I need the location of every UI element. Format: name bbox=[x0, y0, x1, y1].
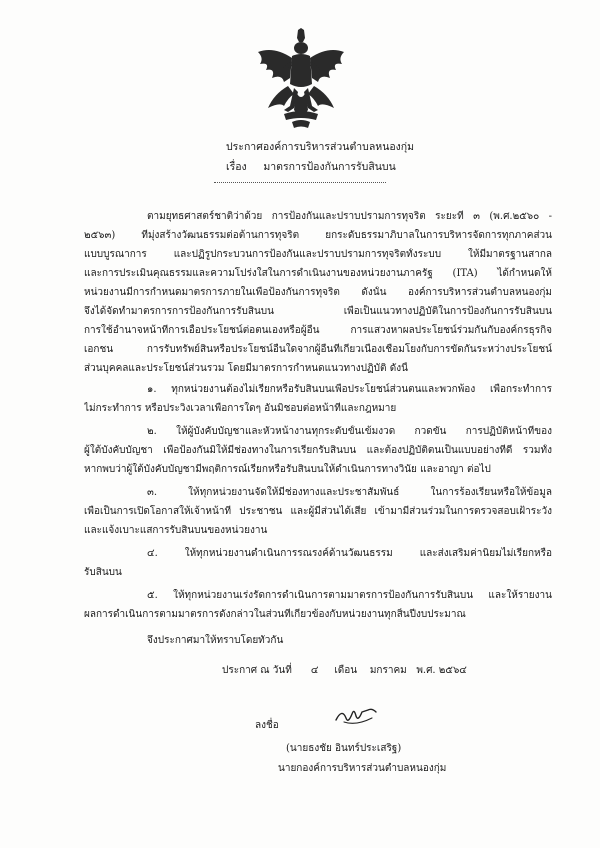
measure-item-2: ๒. ให้ผู้บังคับบัญชาและหัวหน้างานทุกระดับขั้นเข้มงวด กวดขัน การปฏิบัติหน้าที่ของ bbox=[147, 426, 552, 437]
measure-item-1: ไม่กระทำการ หรือประวิงเวลาเพื่อการใดๆ อันมิชอบต่อหน้าที่และกฎหมาย bbox=[84, 403, 397, 414]
measure-item-2: หากพบว่าผู้ใต้บังคับบัญชามีพฤติการณ์เรียกหรือรับสินบนให้ดำเนินการทางวินัย และอาญา ต่อไป bbox=[84, 464, 491, 475]
measure-item-3: เพื่อเป็นการเปิดโอกาสให้เจ้าหน้าที่ ประชาชน และผู้มีส่วนได้เสีย เข้ามามีส่วนร่วมในการตรวจสอบเฝ้าระวัง bbox=[84, 506, 552, 517]
handwritten-signature bbox=[334, 700, 378, 730]
date-month-label: เดือน bbox=[334, 665, 358, 676]
intro-line: ส่วนบุคคลและประโยชน์ส่วนรวม โดยมีมาตรการกำหนดแนวทางปฏิบัติ ดังนี้ bbox=[84, 363, 408, 374]
announcement-date bbox=[222, 664, 467, 678]
signatory-position: นายกองค์การบริหารส่วนตำบลหนองกุ่ม bbox=[278, 763, 447, 774]
measure-item-4: ๔. ให้ทุกหน่วยงานดำเนินการรณรงค์ด้านวัฒนธรรม และส่งเสริมค่านิยมไม่เรียกหรือ bbox=[147, 548, 552, 559]
measure-item-2: ผู้ใต้บังคับบัญชา เพื่อป้องกันมิให้มีช่องทางในการเรียกรับสินบน และต้องปฏิบัติตนเป็นแบบอย่างที่ดี รวมทั้ง bbox=[84, 445, 552, 456]
closing-statement: จึงประกาศมาให้ทราบโดยทั่วกัน bbox=[147, 635, 284, 646]
separator-dotted-line bbox=[214, 182, 386, 183]
date-month: มกราคม bbox=[369, 665, 407, 676]
subject-label: เรื่อง bbox=[226, 161, 247, 173]
signatory-name: (นายธงชัย อินทร์ประเสริฐ) bbox=[286, 743, 402, 754]
garuda-emblem-icon bbox=[254, 28, 348, 130]
measure-item-5: ผลการดำเนินการตามมาตรการดังกล่าวในส่วนที่เกี่ยวข้องกับหน่วยงานทุกสิ้นปีงบประมาณ bbox=[84, 609, 466, 620]
signature-label: ลงชื่อ bbox=[255, 720, 279, 731]
measure-item-1: ๑. ทุกหน่วยงานต้องไม่เรียกหรือรับสินบนเพื่อประโยชน์ส่วนตนและพวกพ้อง เพื่อกระทำการ bbox=[147, 384, 552, 395]
measure-item-5: ๕. ให้ทุกหน่วยงานเร่งรัดการดำเนินการตามมาตรการป้องกันการรับสินบน และให้รายงาน bbox=[147, 590, 552, 601]
intro-line: การใช้อำนาจหน้าที่การเอื้อประโยชน์ต่อตนเองหรือผู้อื่น การแสวงหาผลประโยชน์ร่วมกันกับองค์กรธุรกิจ bbox=[84, 325, 552, 336]
announcement-title: ประกาศองค์การบริหารส่วนตำบลหนองกุ่ม bbox=[226, 141, 415, 153]
intro-line: ตามยุทธศาสตร์ชาติว่าด้วย การป้องกันและปราบปรามการทุจริต ระยะที่ ๓ (พ.ศ.๒๕๖๐ - bbox=[147, 211, 552, 222]
measure-item-4: รับสินบน bbox=[84, 567, 122, 578]
intro-line: แบบบูรณาการ และปฏิรูปกระบวนการป้องกันและปราบปรามการทุจริตทั้งระบบ ให้มีมาตรฐานสากล bbox=[84, 249, 552, 260]
date-day: ๔ bbox=[310, 665, 319, 676]
date-year: พ.ศ. ๒๕๖๔ bbox=[416, 665, 467, 676]
intro-line: ๒๕๖๓) ที่มุ่งสร้างวัฒนธรรมต่อต้านการทุจริต ยกระดับธรรมาภิบาลในการบริหารจัดการทุกภาคส่วน bbox=[84, 230, 552, 241]
intro-line: หน่วยงานมีการกำหนดมาตรการภายในเพื่อป้องกันการทุจริต ดังนั้น องค์การบริหารส่วนตำบลหนองกุ่ม bbox=[84, 287, 552, 298]
intro-line: เอกชน การรับทรัพย์สินหรือประโยชน์อื่นใดจากผู้อื่นที่เกี่ยวเนื่องเชื่อมโยงกับการขัดกันระหว่างประโยชน์ bbox=[84, 344, 552, 355]
date-prefix: ประกาศ ณ วันที่ bbox=[222, 665, 292, 676]
intro-line: จึงได้จัดทำมาตรการการป้องกันการรับสินบน เพื่อเป็นแนวทางปฏิบัติในการป้องกันการรับสินบน bbox=[84, 306, 552, 317]
subject-text: มาตรการป้องกันการรับสินบน bbox=[263, 161, 396, 173]
measure-item-3: และแจ้งเบาะแสการรับสินบนของหน่วยงาน bbox=[84, 525, 268, 536]
measure-item-3: ๓. ให้ทุกหน่วยงานจัดให้มีช่องทางและประชาสัมพันธ์ ในการร้องเรียนหรือให้ข้อมูล bbox=[147, 487, 552, 498]
intro-line: และการประเมินคุณธรรมและความโปร่งใสในการดำเนินงานของหน่วยงานภาครัฐ (ITA) ได้กำหนดให้ bbox=[84, 268, 552, 279]
subject-line bbox=[226, 160, 396, 174]
